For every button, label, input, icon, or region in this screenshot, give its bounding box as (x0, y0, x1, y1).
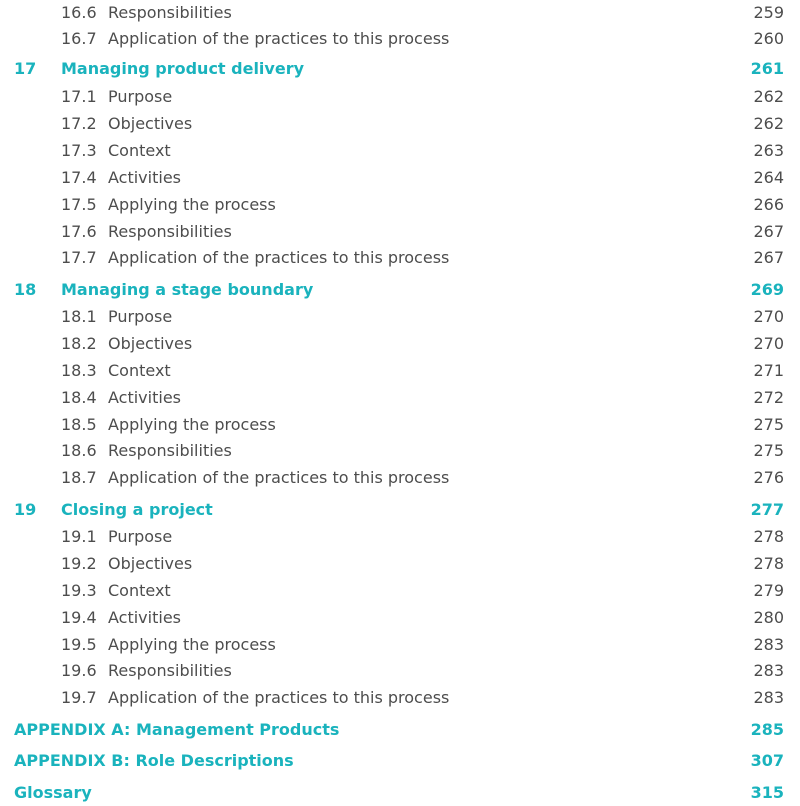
toc-entry-number: 16.6 (61, 3, 97, 22)
toc-entry-title: Context (108, 581, 171, 600)
toc-entry-page-number: 259 (753, 3, 784, 22)
toc-entry-number: 17.1 (61, 87, 97, 106)
toc-entry-page-number: 270 (753, 307, 784, 326)
toc-entry-page-number: 283 (753, 635, 784, 654)
toc-appendix-appendix-a-management-products[interactable] (0, 717, 800, 743)
toc-entry-number: 17.2 (61, 114, 97, 133)
toc-entry-page-number: 285 (750, 720, 784, 739)
toc-entry-number: 19.4 (61, 608, 97, 627)
toc-appendix-glossary[interactable] (0, 780, 800, 806)
toc-entry-title: Managing product delivery (61, 59, 305, 78)
toc-entry-page-number: 275 (753, 441, 784, 460)
toc-entry-18-7-application-of-the-practices-to-this-process[interactable] (0, 465, 800, 491)
toc-entry-page-number: 261 (750, 59, 784, 78)
toc-entry-number: 17.5 (61, 195, 97, 214)
toc-entry-page-number: 283 (753, 661, 784, 680)
toc-entry-number: 18.5 (61, 415, 97, 434)
toc-entry-page-number: 269 (750, 280, 784, 299)
toc-entry-number: 17.6 (61, 222, 97, 241)
toc-entry-page-number: 278 (753, 527, 784, 546)
toc-entry-page-number: 264 (753, 168, 784, 187)
toc-entry-page-number: 260 (753, 29, 784, 48)
toc-entry-title: Objectives (108, 554, 193, 573)
toc-entry-number: 19.3 (61, 581, 97, 600)
toc-entry-title: Purpose (108, 527, 173, 546)
toc-entry-18-5-applying-the-process[interactable] (0, 412, 800, 438)
toc-entry-title: Application of the practices to this process (108, 468, 450, 487)
toc-entry-page-number: 307 (750, 751, 784, 770)
toc-entry-number: 17.3 (61, 141, 97, 160)
toc-entry-number: 19.5 (61, 635, 97, 654)
toc-entry-title: Closing a project (61, 500, 213, 519)
toc-entry-17-4-activities[interactable] (0, 165, 800, 191)
toc-entry-title: Activities (108, 168, 181, 187)
toc-entry-19-7-application-of-the-practices-to-this-process[interactable] (0, 685, 800, 711)
toc-entry-page-number: 266 (753, 195, 784, 214)
toc-entry-17-7-application-of-the-practices-to-this-process[interactable] (0, 245, 800, 271)
toc-entry-18-3-context[interactable] (0, 358, 800, 384)
toc-entry-page-number: 278 (753, 554, 784, 573)
toc-entry-page-number: 267 (753, 222, 784, 241)
toc-entry-page-number: 283 (753, 688, 784, 707)
toc-entry-title: Context (108, 141, 171, 160)
toc-entry-17-5-applying-the-process[interactable] (0, 192, 800, 218)
toc-entry-page-number: 270 (753, 334, 784, 353)
toc-entry-number: 18.2 (61, 334, 97, 353)
toc-entry-number: 17.4 (61, 168, 97, 187)
toc-entry-17-1-purpose[interactable] (0, 84, 800, 110)
toc-entry-number: 18.4 (61, 388, 97, 407)
toc-entry-number: 19.6 (61, 661, 97, 680)
toc-entry-number: 16.7 (61, 29, 97, 48)
toc-entry-18-4-activities[interactable] (0, 385, 800, 411)
toc-entry-18-1-purpose[interactable] (0, 304, 800, 330)
toc-entry-number: 17 (14, 59, 37, 78)
toc-entry-17-6-responsibilities[interactable] (0, 219, 800, 245)
toc-entry-title: Purpose (108, 307, 173, 326)
toc-entry-19-5-applying-the-process[interactable] (0, 632, 800, 658)
toc-entry-page-number: 277 (750, 500, 784, 519)
toc-entry-page-number: 275 (753, 415, 784, 434)
toc-entry-page-number: 279 (753, 581, 784, 600)
toc-entry-19-3-context[interactable] (0, 578, 800, 604)
toc-entry-19-1-purpose[interactable] (0, 524, 800, 550)
toc-entry-number: 19.7 (61, 688, 97, 707)
toc-entry-number: 19.1 (61, 527, 97, 546)
toc-entry-title: Application of the practices to this process (108, 29, 450, 48)
toc-entry-title: Applying the process (108, 415, 276, 434)
toc-chapter-18-managing-a-stage-boundary[interactable] (0, 277, 800, 303)
toc-entry-page-number: 262 (753, 87, 784, 106)
toc-chapter-19-closing-a-project[interactable] (0, 497, 800, 523)
toc-entry-16-6-responsibilities[interactable] (0, 0, 800, 26)
toc-entry-number: 19 (14, 500, 37, 519)
toc-entry-page-number: 272 (753, 388, 784, 407)
toc-entry-title: Glossary (14, 783, 92, 802)
toc-entry-number: 17.7 (61, 248, 97, 267)
toc-entry-17-3-context[interactable] (0, 138, 800, 164)
toc-entry-number: 18.7 (61, 468, 97, 487)
toc-entry-title: Context (108, 361, 171, 380)
toc-entry-page-number: 263 (753, 141, 784, 160)
toc-entry-number: 18.3 (61, 361, 97, 380)
toc-entry-title: Responsibilities (108, 441, 232, 460)
toc-entry-number: 18 (14, 280, 37, 299)
toc-entry-page-number: 271 (753, 361, 784, 380)
toc-entry-page-number: 315 (750, 783, 784, 802)
toc-entry-title: Applying the process (108, 195, 276, 214)
toc-entry-19-2-objectives[interactable] (0, 551, 800, 577)
toc-entry-page-number: 267 (753, 248, 784, 267)
toc-entry-title: Objectives (108, 114, 193, 133)
toc-entry-title: Purpose (108, 87, 173, 106)
toc-entry-page-number: 262 (753, 114, 784, 133)
toc-entry-title: Responsibilities (108, 222, 232, 241)
toc-entry-title: Activities (108, 388, 181, 407)
toc-entry-number: 18.1 (61, 307, 97, 326)
toc-entry-title: APPENDIX B: Role Descriptions (14, 751, 294, 770)
toc-entry-18-6-responsibilities[interactable] (0, 438, 800, 464)
toc-entry-title: Responsibilities (108, 3, 232, 22)
toc-entry-number: 18.6 (61, 441, 97, 460)
toc-entry-title: Objectives (108, 334, 193, 353)
toc-entry-title: Managing a stage boundary (61, 280, 314, 299)
toc-entry-title: Responsibilities (108, 661, 232, 680)
toc-entry-18-2-objectives[interactable] (0, 331, 800, 357)
toc-entry-19-6-responsibilities[interactable] (0, 658, 800, 684)
toc-appendix-appendix-b-role-descriptions[interactable] (0, 748, 800, 774)
toc-chapter-17-managing-product-delivery[interactable] (0, 56, 800, 82)
toc-entry-title: APPENDIX A: Management Products (14, 720, 340, 739)
toc-entry-title: Activities (108, 608, 181, 627)
toc-entry-16-7-application-of-the-practices-to-this-process[interactable] (0, 26, 800, 52)
toc-entry-title: Application of the practices to this process (108, 688, 450, 707)
toc-entry-title: Application of the practices to this process (108, 248, 450, 267)
toc-entry-page-number: 280 (753, 608, 784, 627)
toc-entry-number: 19.2 (61, 554, 97, 573)
toc-entry-19-4-activities[interactable] (0, 605, 800, 631)
toc-entry-title: Applying the process (108, 635, 276, 654)
toc-entry-page-number: 276 (753, 468, 784, 487)
toc-entry-17-2-objectives[interactable] (0, 111, 800, 137)
